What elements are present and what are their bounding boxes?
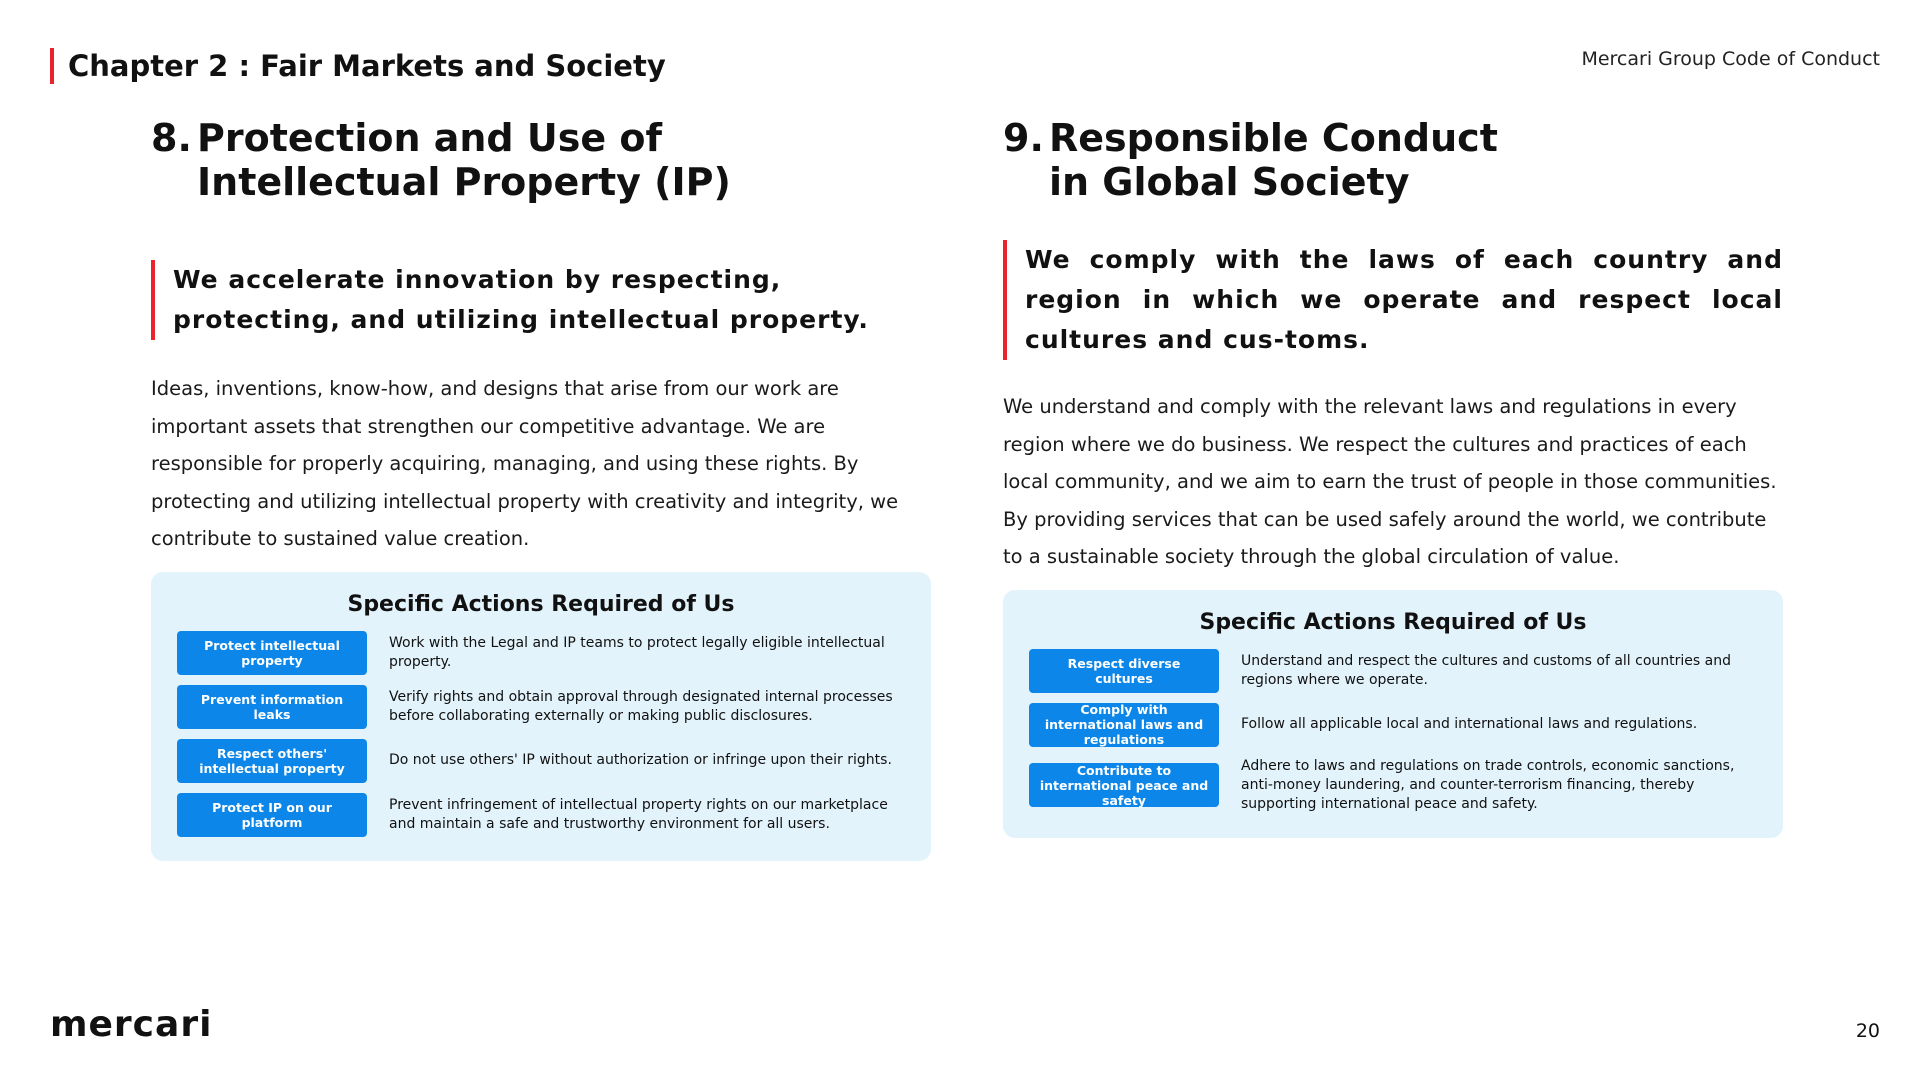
section-9-body: We understand and comply with the relevant laws and regulations in every region where we do business. We respect the cultures and practices of each local community, and we aim to earn the trust of people in those communities. By providing services that can be used safely around the world, we contribute to a sustainable society through the global circulation of value. (1003, 395, 1777, 568)
action-label-prevent-leaks: Prevent information leaks (177, 685, 367, 729)
section-9-title: Responsible Conduct in Global Society (1049, 116, 1498, 204)
section-9-actions-title: Specific Actions Required of Us (1199, 609, 1587, 635)
action-label-comply-laws: Comply with international laws and regulations (1029, 703, 1219, 747)
section-9-actions-panel (1003, 590, 1783, 838)
action-row (177, 631, 905, 675)
action-label-protect-platform-ip: Protect IP on our platform (177, 793, 367, 837)
mercari-logo: mercari (50, 1004, 213, 1045)
section-8-heading (151, 116, 931, 204)
action-description: Verify rights and obtain approval through designated internal processes before collaborating externally or making public disclosures. (389, 688, 893, 724)
action-description: Prevent infringement of intellectual property rights on our marketplace and maintain a safe and trustworthy environment for all users. (389, 796, 888, 832)
chapter-title: Chapter 2 : Fair Markets and Society (50, 48, 666, 84)
section-9-number: 9. (1003, 116, 1044, 160)
action-description: Understand and respect the cultures and customs of all countries and regions where we operate. (1241, 652, 1731, 688)
section-8-lead: We accelerate innovation by respecting, protecting, and utilizing intellectual property. (151, 260, 931, 340)
action-label-respect-others-ip: Respect others' intellectual property (177, 739, 367, 783)
section-9 (1003, 116, 1783, 838)
action-description: Adhere to laws and regulations on trade controls, economic sanctions, anti-money laundering, and counter-terrorism financing, thereby supporting international peace and safety. (1241, 757, 1735, 812)
section-9-lead: We comply with the laws of each country and region in which we operate and respect local cultures and cus-toms. (1003, 240, 1783, 360)
section-8-body: Ideas, inventions, know-how, and designs that arise from our work are important assets that strengthen our competitive advantage. We are responsible for properly acquiring, managing, and using these rights. By protecting and utilizing intellectual property with creativity and integrity, we contribute to sustained value creation. (151, 377, 899, 550)
section-9-heading (1003, 116, 1783, 204)
page-number: 20 (1855, 1020, 1880, 1042)
action-label-respect-cultures: Respect diverse cultures (1029, 649, 1219, 693)
action-description: Follow all applicable local and international laws and regulations. (1241, 716, 1698, 732)
action-row (1029, 703, 1757, 747)
action-row (1029, 757, 1757, 814)
action-label-protect-ip: Protect intellectual property (177, 631, 367, 675)
action-label-peace-safety: Contribute to international peace and safety (1029, 763, 1219, 807)
action-description: Do not use others' IP without authorization or infringe upon their rights. (389, 752, 892, 768)
section-8-actions-title: Specific Actions Required of Us (347, 591, 735, 617)
action-row (1029, 649, 1757, 693)
section-8-actions-panel (151, 572, 931, 861)
section-8-title: Protection and Use of Intellectual Property (IP) (197, 116, 731, 204)
action-row (177, 685, 905, 729)
action-description: Work with the Legal and IP teams to protect legally eligible intellectual property. (389, 634, 885, 670)
action-row (177, 739, 905, 783)
section-8 (151, 116, 931, 861)
document-title: Mercari Group Code of Conduct (1581, 48, 1880, 70)
section-8-number: 8. (151, 116, 192, 160)
action-row (177, 793, 905, 837)
